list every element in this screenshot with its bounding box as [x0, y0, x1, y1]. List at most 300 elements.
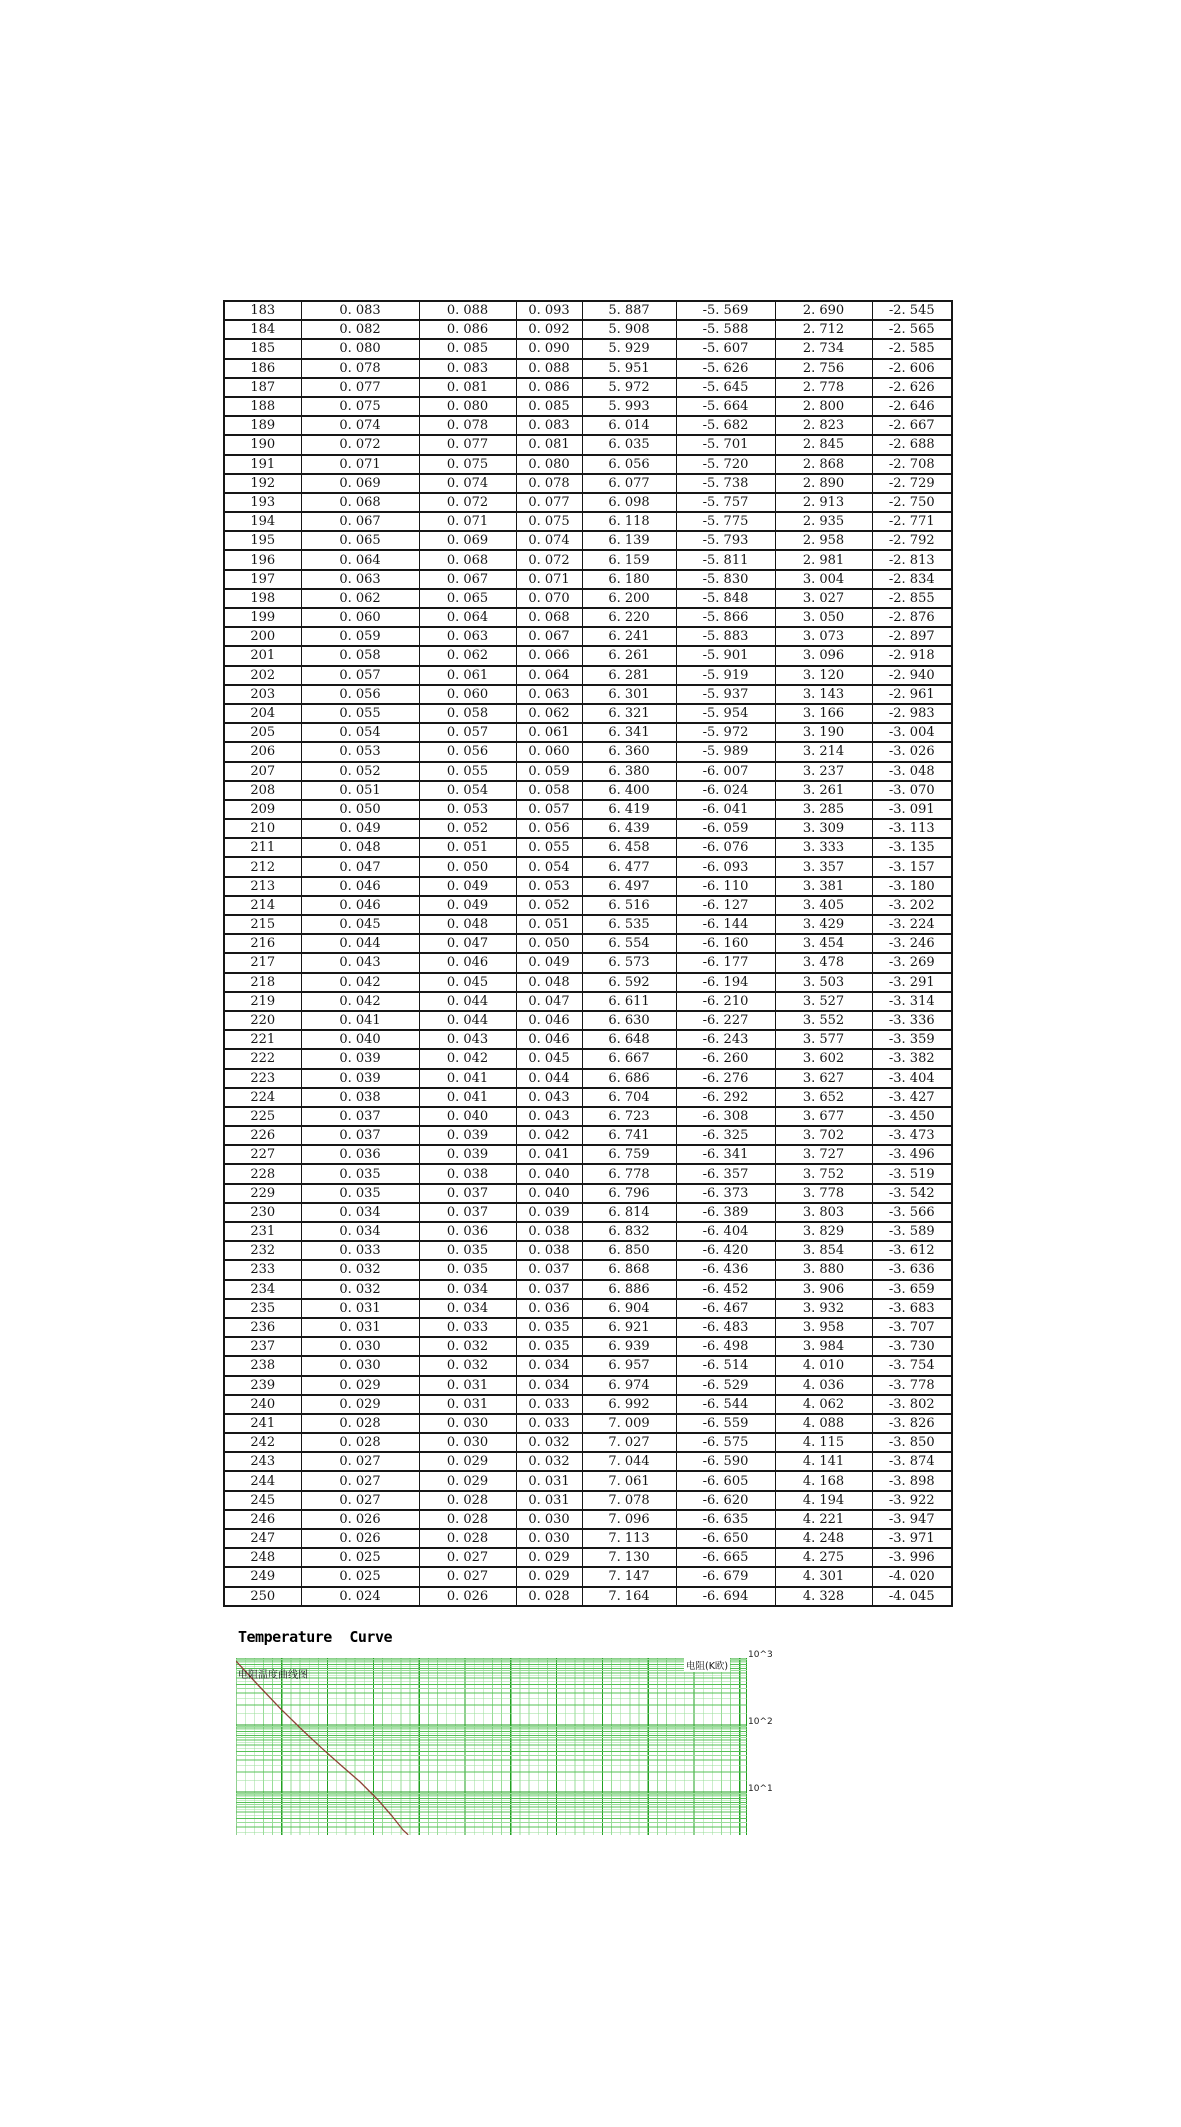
cell: 0. 063: [419, 627, 516, 646]
cell: -3. 566: [872, 1203, 952, 1222]
cell: 211: [224, 838, 301, 857]
cell: 0. 056: [301, 685, 419, 704]
cell: -6. 357: [676, 1164, 775, 1183]
cell: -6. 483: [676, 1318, 775, 1337]
cell: 0. 055: [419, 762, 516, 781]
cell: 6. 554: [582, 934, 676, 953]
cell: 0. 057: [516, 800, 582, 819]
cell: 0. 065: [419, 589, 516, 608]
cell: -6. 575: [676, 1433, 775, 1452]
cell: 0. 038: [516, 1241, 582, 1260]
cell: 209: [224, 800, 301, 819]
cell: 0. 058: [301, 646, 419, 665]
cell: 0. 039: [516, 1203, 582, 1222]
cell: 0. 063: [301, 570, 419, 589]
cell: -3. 180: [872, 877, 952, 896]
cell: 6. 341: [582, 723, 676, 742]
cell: -3. 026: [872, 742, 952, 761]
table-row: [224, 992, 952, 1011]
cell: -3. 496: [872, 1145, 952, 1164]
cell: -2. 961: [872, 685, 952, 704]
cell: 5. 951: [582, 359, 676, 378]
cell: -5. 701: [676, 435, 775, 454]
cell: -3. 157: [872, 857, 952, 876]
cell: 0. 048: [301, 838, 419, 857]
cell: 0. 045: [301, 915, 419, 934]
cell: 6. 592: [582, 973, 676, 992]
table-row: [224, 1107, 952, 1126]
cell: -6. 260: [676, 1049, 775, 1068]
cell: -6. 559: [676, 1414, 775, 1433]
cell: 0. 043: [516, 1088, 582, 1107]
cell: 0. 029: [516, 1548, 582, 1567]
cell: 0. 036: [419, 1222, 516, 1241]
cell: 0. 082: [301, 320, 419, 339]
cell: -2. 667: [872, 416, 952, 435]
cell: -5. 775: [676, 512, 775, 531]
cell: 0. 027: [301, 1491, 419, 1510]
cell: 0. 051: [419, 838, 516, 857]
cell: -6. 544: [676, 1395, 775, 1414]
cell: 3. 503: [775, 973, 872, 992]
cell: 0. 029: [419, 1471, 516, 1490]
cell: 191: [224, 455, 301, 474]
data-table: [223, 300, 953, 1607]
cell: 0. 053: [419, 800, 516, 819]
cell: 200: [224, 627, 301, 646]
table-row: [224, 781, 952, 800]
cell: 197: [224, 570, 301, 589]
cell: 0. 074: [516, 531, 582, 550]
cell: 3. 190: [775, 723, 872, 742]
cell: -5. 972: [676, 723, 775, 742]
cell: -5. 645: [676, 378, 775, 397]
cell: -5. 866: [676, 608, 775, 627]
cell: 0. 030: [301, 1337, 419, 1356]
cell: -6. 467: [676, 1299, 775, 1318]
table-row: [224, 1337, 952, 1356]
cell: 0. 032: [516, 1433, 582, 1452]
cell: 196: [224, 550, 301, 569]
cell: 6. 241: [582, 627, 676, 646]
cell: 2. 800: [775, 397, 872, 416]
cell: 6. 220: [582, 608, 676, 627]
cell: -3. 898: [872, 1471, 952, 1490]
cell: 0. 039: [419, 1145, 516, 1164]
cell: 0. 066: [516, 646, 582, 665]
table-row: [224, 1433, 952, 1452]
cell: 0. 088: [419, 301, 516, 320]
cell: 0. 059: [301, 627, 419, 646]
cell: 0. 092: [516, 320, 582, 339]
cell: 5. 972: [582, 378, 676, 397]
cell: 236: [224, 1318, 301, 1337]
temperature-curve-chart: [236, 1658, 747, 1835]
cell: 0. 047: [301, 857, 419, 876]
cell: 0. 074: [301, 416, 419, 435]
cell: 235: [224, 1299, 301, 1318]
cell: 0. 050: [301, 800, 419, 819]
cell: 246: [224, 1510, 301, 1529]
cell: 7. 113: [582, 1529, 676, 1548]
cell: -3. 730: [872, 1337, 952, 1356]
cell: -2. 876: [872, 608, 952, 627]
cell: -2. 750: [872, 493, 952, 512]
cell: 7. 078: [582, 1491, 676, 1510]
cell: -6. 093: [676, 857, 775, 876]
cell: 6. 458: [582, 838, 676, 857]
cell: 6. 796: [582, 1184, 676, 1203]
cell: 4. 194: [775, 1491, 872, 1510]
cell: 6. 400: [582, 781, 676, 800]
cell: 186: [224, 359, 301, 378]
cell: 0. 042: [301, 973, 419, 992]
table-row: [224, 1241, 952, 1260]
cell: 0. 027: [419, 1548, 516, 1567]
cell: 0. 035: [516, 1318, 582, 1337]
cell: -3. 874: [872, 1452, 952, 1471]
cell: 202: [224, 666, 301, 685]
cell: 0. 031: [301, 1299, 419, 1318]
cell: 0. 025: [301, 1567, 419, 1586]
cell: 208: [224, 781, 301, 800]
cell: 2. 712: [775, 320, 872, 339]
cell: 7. 027: [582, 1433, 676, 1452]
cell: 228: [224, 1164, 301, 1183]
chart-inner-label: 电阻温度曲线图: [238, 1670, 308, 1681]
cell: 0. 030: [301, 1356, 419, 1375]
cell: 0. 067: [516, 627, 582, 646]
cell: 0. 044: [516, 1069, 582, 1088]
cell: 249: [224, 1567, 301, 1586]
cell: 0. 063: [516, 685, 582, 704]
cell: 6. 648: [582, 1030, 676, 1049]
cell: 0. 036: [301, 1145, 419, 1164]
cell: -2. 813: [872, 550, 952, 569]
cell: 6. 939: [582, 1337, 676, 1356]
cell: 3. 854: [775, 1241, 872, 1260]
cell: 193: [224, 493, 301, 512]
cell: 0. 083: [301, 301, 419, 320]
cell: -2. 792: [872, 531, 952, 550]
cell: 218: [224, 973, 301, 992]
cell: 6. 759: [582, 1145, 676, 1164]
cell: 5. 887: [582, 301, 676, 320]
cell: 3. 702: [775, 1126, 872, 1145]
cell: 227: [224, 1145, 301, 1164]
cell: 2. 981: [775, 550, 872, 569]
cell: 0. 071: [301, 455, 419, 474]
cell: 184: [224, 320, 301, 339]
cell: -2. 585: [872, 339, 952, 358]
cell: 3. 214: [775, 742, 872, 761]
cell: 210: [224, 819, 301, 838]
table-row: [224, 1184, 952, 1203]
cell: 0. 026: [419, 1587, 516, 1606]
cell: 0. 035: [419, 1241, 516, 1260]
cell: 7. 009: [582, 1414, 676, 1433]
cell: 0. 030: [419, 1433, 516, 1452]
cell: 0. 086: [419, 320, 516, 339]
cell: 0. 037: [516, 1260, 582, 1279]
cell: -5. 901: [676, 646, 775, 665]
cell: 6. 850: [582, 1241, 676, 1260]
cell: 212: [224, 857, 301, 876]
table-row: [224, 1049, 952, 1068]
cell: 233: [224, 1260, 301, 1279]
cell: 6. 200: [582, 589, 676, 608]
table-row: [224, 435, 952, 454]
cell: -3. 359: [872, 1030, 952, 1049]
table-row: [224, 953, 952, 972]
cell: -3. 269: [872, 953, 952, 972]
table-row: [224, 531, 952, 550]
cell: 6. 921: [582, 1318, 676, 1337]
cell: 0. 081: [516, 435, 582, 454]
cell: 3. 577: [775, 1030, 872, 1049]
cell: 0. 041: [301, 1011, 419, 1030]
cell: 2. 734: [775, 339, 872, 358]
cell: -2. 771: [872, 512, 952, 531]
cell: 2. 935: [775, 512, 872, 531]
cell: 244: [224, 1471, 301, 1490]
cell: 4. 115: [775, 1433, 872, 1452]
cell: 194: [224, 512, 301, 531]
cell: 0. 049: [516, 953, 582, 972]
cell: 0. 037: [301, 1126, 419, 1145]
cell: -3. 336: [872, 1011, 952, 1030]
table-row: [224, 704, 952, 723]
cell: 4. 141: [775, 1452, 872, 1471]
cell: 241: [224, 1414, 301, 1433]
cell: 3. 677: [775, 1107, 872, 1126]
cell: 229: [224, 1184, 301, 1203]
table-row: [224, 646, 952, 665]
cell: 3. 958: [775, 1318, 872, 1337]
cell: -3. 473: [872, 1126, 952, 1145]
cell: 0. 077: [419, 435, 516, 454]
cell: -4. 045: [872, 1587, 952, 1606]
cell: 192: [224, 474, 301, 493]
table-row: [224, 1529, 952, 1548]
cell: 0. 034: [419, 1299, 516, 1318]
table-row: [224, 339, 952, 358]
cell: 0. 075: [516, 512, 582, 531]
cell: 0. 028: [301, 1433, 419, 1452]
cell: -5. 738: [676, 474, 775, 493]
cell: -2. 834: [872, 570, 952, 589]
cell: 0. 062: [301, 589, 419, 608]
table-row: [224, 589, 952, 608]
cell: 0. 062: [419, 646, 516, 665]
cell: 4. 010: [775, 1356, 872, 1375]
cell: 0. 031: [419, 1376, 516, 1395]
cell: -6. 420: [676, 1241, 775, 1260]
cell: -3. 519: [872, 1164, 952, 1183]
cell: 203: [224, 685, 301, 704]
cell: 6. 630: [582, 1011, 676, 1030]
table-row: [224, 838, 952, 857]
table-row: [224, 1088, 952, 1107]
cell: -3. 826: [872, 1414, 952, 1433]
cell: 6. 611: [582, 992, 676, 1011]
cell: 0. 034: [516, 1356, 582, 1375]
table-row: [224, 857, 952, 876]
cell: -2. 940: [872, 666, 952, 685]
cell: 0. 044: [419, 992, 516, 1011]
cell: 0. 049: [419, 877, 516, 896]
cell: 0. 046: [301, 877, 419, 896]
cell: 6. 261: [582, 646, 676, 665]
cell: 0. 050: [516, 934, 582, 953]
cell: 222: [224, 1049, 301, 1068]
cell: -2. 545: [872, 301, 952, 320]
cell: -2. 708: [872, 455, 952, 474]
cell: 0. 068: [516, 608, 582, 627]
cell: 0. 064: [516, 666, 582, 685]
cell: 0. 069: [301, 474, 419, 493]
cell: 0. 078: [516, 474, 582, 493]
table-row: [224, 493, 952, 512]
cell: 0. 035: [301, 1164, 419, 1183]
cell: 4. 221: [775, 1510, 872, 1529]
cell: 0. 061: [516, 723, 582, 742]
cell: 0. 085: [419, 339, 516, 358]
cell: 0. 043: [516, 1107, 582, 1126]
cell: 0. 069: [419, 531, 516, 550]
cell: 0. 042: [301, 992, 419, 1011]
cell: -2. 897: [872, 627, 952, 646]
cell: 224: [224, 1088, 301, 1107]
cell: -3. 404: [872, 1069, 952, 1088]
cell: 6. 360: [582, 742, 676, 761]
cell: 2. 890: [775, 474, 872, 493]
cell: -6. 694: [676, 1587, 775, 1606]
cell: 2. 845: [775, 435, 872, 454]
cell: -3. 314: [872, 992, 952, 1011]
cell: 234: [224, 1280, 301, 1299]
cell: -6. 341: [676, 1145, 775, 1164]
cell: -6. 059: [676, 819, 775, 838]
table-row: [224, 1145, 952, 1164]
cell: 3. 357: [775, 857, 872, 876]
cell: -6. 127: [676, 896, 775, 915]
cell: 3. 727: [775, 1145, 872, 1164]
cell: -6. 620: [676, 1491, 775, 1510]
cell: 0. 035: [419, 1260, 516, 1279]
cell: -5. 919: [676, 666, 775, 685]
cell: -3. 922: [872, 1491, 952, 1510]
cell: -6. 679: [676, 1567, 775, 1586]
cell: 232: [224, 1241, 301, 1260]
cell: -3. 427: [872, 1088, 952, 1107]
cell: 0. 045: [516, 1049, 582, 1068]
cell: 0. 051: [301, 781, 419, 800]
cell: -5. 793: [676, 531, 775, 550]
cell: 0. 040: [516, 1184, 582, 1203]
cell: 0. 032: [516, 1452, 582, 1471]
cell: 7. 096: [582, 1510, 676, 1529]
cell: 3. 333: [775, 838, 872, 857]
cell: 0. 028: [516, 1587, 582, 1606]
cell: 0. 028: [419, 1529, 516, 1548]
cell: 0. 025: [301, 1548, 419, 1567]
cell: -6. 389: [676, 1203, 775, 1222]
cell: 0. 026: [301, 1529, 419, 1548]
cell: 221: [224, 1030, 301, 1049]
cell: 0. 054: [301, 723, 419, 742]
cell: -3. 246: [872, 934, 952, 953]
cell: 0. 088: [516, 359, 582, 378]
cell: 0. 027: [301, 1452, 419, 1471]
table-row: [224, 1567, 952, 1586]
cell: 0. 027: [419, 1567, 516, 1586]
cell: 4. 301: [775, 1567, 872, 1586]
table-row: [224, 474, 952, 493]
cell: 247: [224, 1529, 301, 1548]
cell: 250: [224, 1587, 301, 1606]
cell: 0. 071: [516, 570, 582, 589]
chart-title: Temperature Curve: [238, 1628, 393, 1646]
cell: 0. 055: [301, 704, 419, 723]
table-body: [224, 301, 952, 1606]
cell: 231: [224, 1222, 301, 1241]
cell: 6. 904: [582, 1299, 676, 1318]
cell: -6. 194: [676, 973, 775, 992]
cell: 0. 033: [419, 1318, 516, 1337]
cell: 0. 060: [419, 685, 516, 704]
table-row: [224, 512, 952, 531]
cell: 0. 044: [419, 1011, 516, 1030]
cell: 0. 081: [419, 378, 516, 397]
cell: 206: [224, 742, 301, 761]
cell: -3. 291: [872, 973, 952, 992]
cell: 0. 031: [516, 1471, 582, 1490]
cell: 0. 054: [516, 857, 582, 876]
cell: -6. 529: [676, 1376, 775, 1395]
cell: 0. 072: [419, 493, 516, 512]
cell: -2. 983: [872, 704, 952, 723]
table-row: [224, 819, 952, 838]
cell: -5. 664: [676, 397, 775, 416]
cell: 0. 047: [516, 992, 582, 1011]
cell: -3. 754: [872, 1356, 952, 1375]
cell: 0. 039: [301, 1069, 419, 1088]
cell: 189: [224, 416, 301, 435]
cell: 0. 058: [419, 704, 516, 723]
cell: 0. 060: [516, 742, 582, 761]
cell: -2. 646: [872, 397, 952, 416]
cell: 0. 083: [419, 359, 516, 378]
table-row: [224, 1395, 952, 1414]
cell: 0. 061: [419, 666, 516, 685]
cell: 4. 036: [775, 1376, 872, 1395]
cell: 0. 036: [516, 1299, 582, 1318]
cell: -3. 996: [872, 1548, 952, 1567]
cell: 226: [224, 1126, 301, 1145]
cell: -6. 308: [676, 1107, 775, 1126]
table-row: [224, 359, 952, 378]
cell: 6. 281: [582, 666, 676, 685]
cell: 0. 029: [516, 1567, 582, 1586]
cell: 6. 098: [582, 493, 676, 512]
cell: 6. 957: [582, 1356, 676, 1375]
cell: -2. 688: [872, 435, 952, 454]
table-row: [224, 1587, 952, 1606]
cell: 205: [224, 723, 301, 742]
cell: 6. 321: [582, 704, 676, 723]
table-row: [224, 685, 952, 704]
